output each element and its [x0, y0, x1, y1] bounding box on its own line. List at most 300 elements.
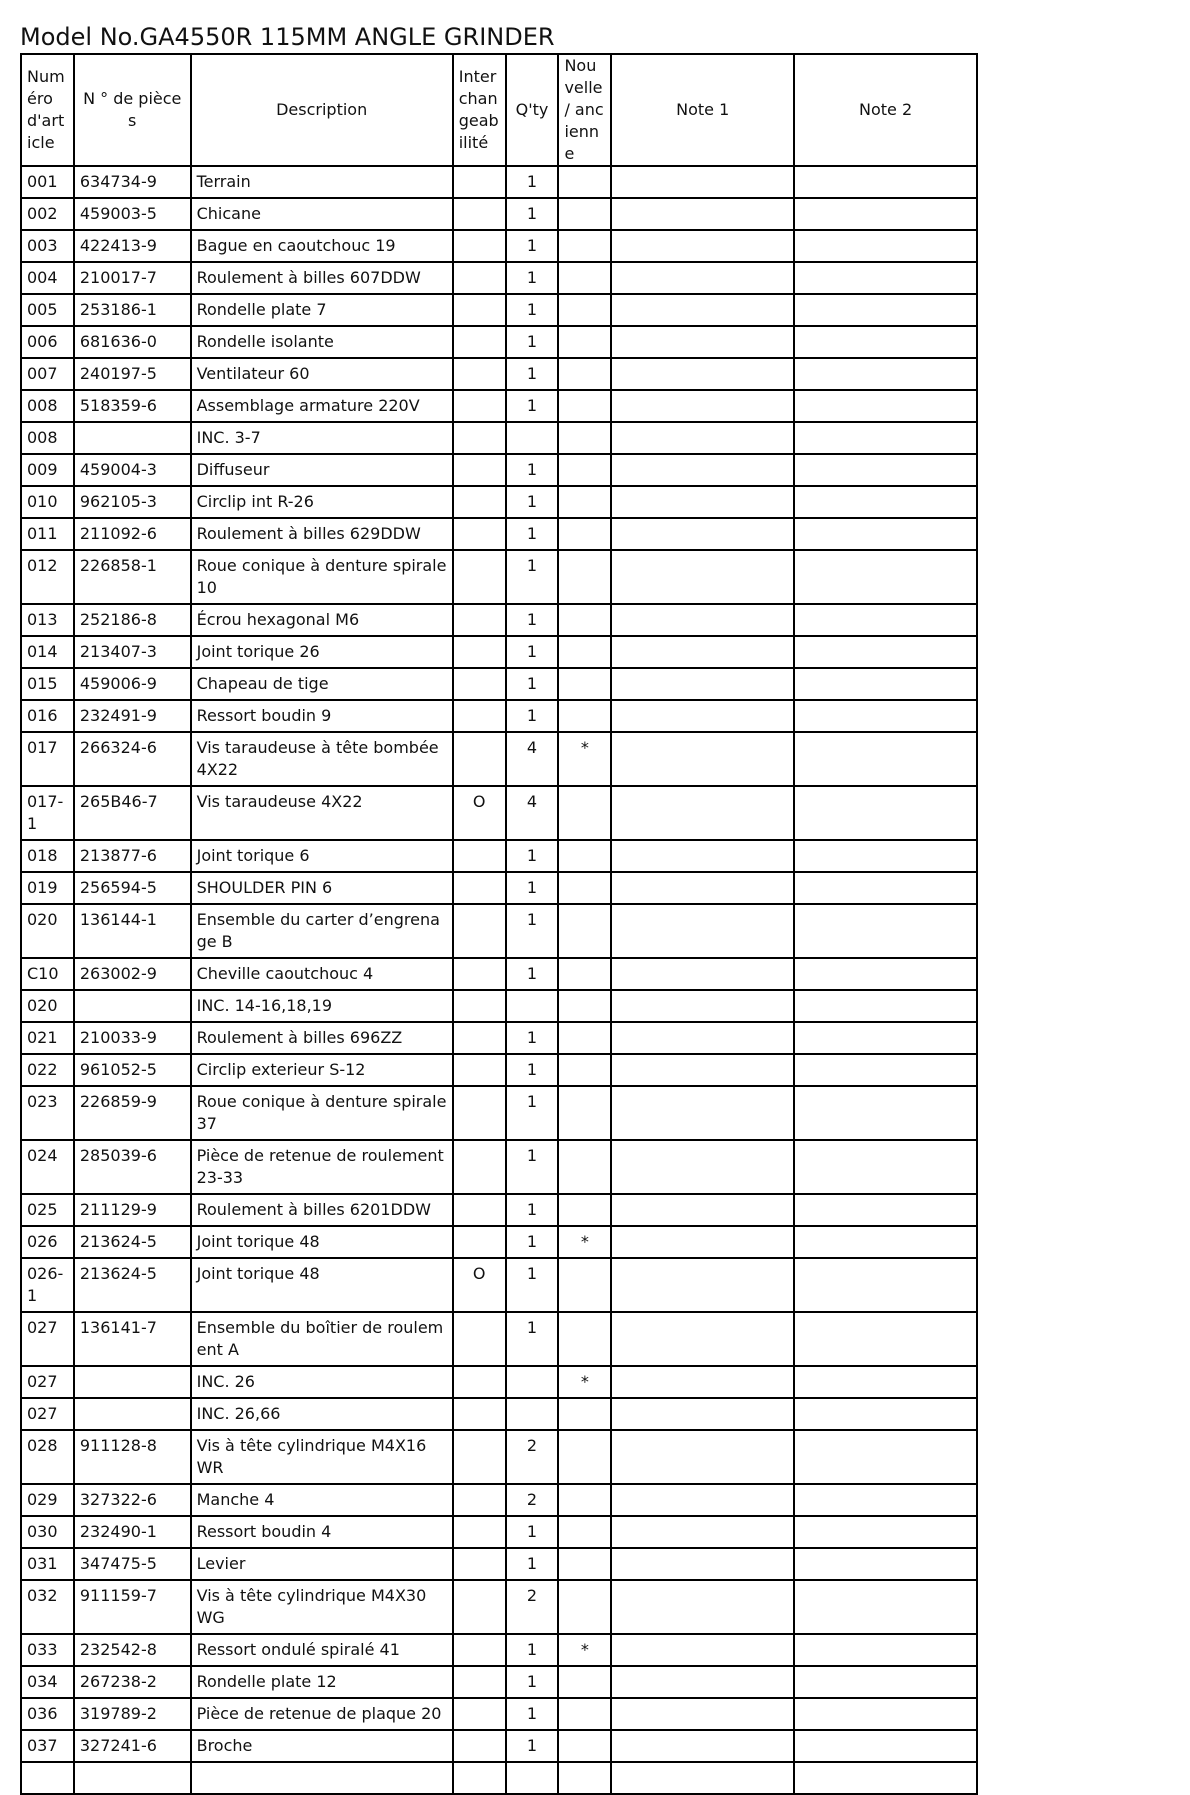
cell-note-2	[794, 1580, 977, 1634]
cell-part-number: 210017-7	[74, 262, 191, 294]
cell-interchangeability	[453, 518, 506, 550]
cell-note-1	[611, 872, 794, 904]
cell-quantity: 1	[506, 1634, 559, 1666]
cell-interchangeability	[453, 1580, 506, 1634]
cell-item-number: 015	[21, 668, 74, 700]
cell-quantity	[506, 990, 559, 1022]
cell-interchangeability	[453, 668, 506, 700]
cell-new-old	[558, 358, 611, 390]
table-row	[21, 1086, 977, 1140]
cell-note-1	[611, 454, 794, 486]
cell-new-old	[558, 1140, 611, 1194]
cell-quantity: 1	[506, 1312, 559, 1366]
cell-description: Chicane	[191, 198, 453, 230]
cell-new-old	[558, 990, 611, 1022]
cell-note-1	[611, 1366, 794, 1398]
cell-new-old	[558, 454, 611, 486]
cell-quantity	[506, 422, 559, 454]
cell-quantity: 1	[506, 1258, 559, 1312]
table-row	[21, 358, 977, 390]
cell-description: Ressort ondulé spiralé 41	[191, 1634, 453, 1666]
cell-description: Chapeau de tige	[191, 668, 453, 700]
cell-new-old: *	[558, 732, 611, 786]
cell-description: Circlip int R-26	[191, 486, 453, 518]
cell-description: INC. 26,66	[191, 1398, 453, 1430]
cell-note-1	[611, 518, 794, 550]
cell-quantity: 1	[506, 1140, 559, 1194]
cell-description: Bague en caoutchouc 19	[191, 230, 453, 262]
cell-interchangeability	[453, 1484, 506, 1516]
cell-quantity: 1	[506, 1086, 559, 1140]
cell-quantity: 4	[506, 732, 559, 786]
table-row	[21, 390, 977, 422]
table-header-row	[21, 54, 977, 166]
cell-interchangeability	[453, 1022, 506, 1054]
table-row	[21, 1430, 977, 1484]
cell-quantity: 1	[506, 668, 559, 700]
cell-note-2	[794, 1666, 977, 1698]
cell-note-2	[794, 990, 977, 1022]
cell-description: Assemblage armature 220V	[191, 390, 453, 422]
cell-quantity: 1	[506, 326, 559, 358]
cell-quantity: 1	[506, 230, 559, 262]
cell-item-number: 007	[21, 358, 74, 390]
cell-item-number: 026	[21, 1226, 74, 1258]
cell-new-old: *	[558, 1226, 611, 1258]
cell-new-old	[558, 518, 611, 550]
cell-item-number: 010	[21, 486, 74, 518]
cell-description: Vis à tête cylindrique M4X30 WG	[191, 1580, 453, 1634]
table-row	[21, 786, 977, 840]
table-row	[21, 262, 977, 294]
cell-note-2	[794, 422, 977, 454]
cell-note-2	[794, 1054, 977, 1086]
cell-part-number: 459006-9	[74, 668, 191, 700]
cell-item-number: 031	[21, 1548, 74, 1580]
cell-quantity: 1	[506, 294, 559, 326]
cell-note-2	[794, 454, 977, 486]
cell-description: Ressort boudin 9	[191, 700, 453, 732]
cell-quantity	[506, 1762, 559, 1794]
table-row	[21, 1312, 977, 1366]
cell-new-old	[558, 700, 611, 732]
cell-new-old	[558, 1312, 611, 1366]
cell-item-number: 027	[21, 1312, 74, 1366]
cell-item-number: 013	[21, 604, 74, 636]
cell-description: Joint torique 6	[191, 840, 453, 872]
parts-list	[20, 53, 978, 1755]
cell-note-1	[611, 700, 794, 732]
cell-description: Roulement à billes 629DDW	[191, 518, 453, 550]
cell-note-2	[794, 358, 977, 390]
cell-interchangeability	[453, 198, 506, 230]
cell-part-number: 459003-5	[74, 198, 191, 230]
cell-note-2	[794, 958, 977, 990]
cell-interchangeability	[453, 990, 506, 1022]
header-note-2: Note 2	[794, 54, 977, 166]
cell-quantity: 1	[506, 486, 559, 518]
cell-new-old	[558, 550, 611, 604]
cell-part-number: 285039-6	[74, 1140, 191, 1194]
cell-description: Pièce de retenue de plaque 20	[191, 1698, 453, 1730]
cell-part-number: 252186-8	[74, 604, 191, 636]
table-row	[21, 1054, 977, 1086]
cell-note-1	[611, 1086, 794, 1140]
cell-note-2	[794, 518, 977, 550]
cell-quantity: 1	[506, 1226, 559, 1258]
cell-item-number: 014	[21, 636, 74, 668]
cell-part-number: 256594-5	[74, 872, 191, 904]
cell-interchangeability	[453, 872, 506, 904]
cell-note-2	[794, 1312, 977, 1366]
cell-description: Roulement à billes 6201DDW	[191, 1194, 453, 1226]
cell-note-2	[794, 262, 977, 294]
cell-note-1	[611, 1312, 794, 1366]
table-row	[21, 518, 977, 550]
cell-quantity: 1	[506, 358, 559, 390]
header-note-1: Note 1	[611, 54, 794, 166]
cell-description: INC. 14-16,18,19	[191, 990, 453, 1022]
cell-part-number: 232542-8	[74, 1634, 191, 1666]
cell-note-1	[611, 262, 794, 294]
cell-new-old	[558, 166, 611, 198]
cell-part-number: 213407-3	[74, 636, 191, 668]
cell-part-number: 327241-6	[74, 1730, 191, 1762]
cell-part-number: 911159-7	[74, 1580, 191, 1634]
cell-new-old	[558, 1698, 611, 1730]
cell-item-number: 003	[21, 230, 74, 262]
cell-note-2	[794, 1548, 977, 1580]
cell-part-number: 266324-6	[74, 732, 191, 786]
cell-part-number: 210033-9	[74, 1022, 191, 1054]
cell-note-2	[794, 700, 977, 732]
cell-new-old	[558, 1086, 611, 1140]
cell-note-1	[611, 1666, 794, 1698]
cell-interchangeability	[453, 1516, 506, 1548]
cell-part-number	[74, 990, 191, 1022]
cell-part-number: 136141-7	[74, 1312, 191, 1366]
cell-interchangeability	[453, 358, 506, 390]
cell-quantity	[506, 1366, 559, 1398]
cell-new-old	[558, 636, 611, 668]
cell-interchangeability	[453, 604, 506, 636]
cell-interchangeability	[453, 326, 506, 358]
cell-new-old	[558, 422, 611, 454]
table-row	[21, 1258, 977, 1312]
cell-note-2	[794, 1022, 977, 1054]
cell-item-number: 001	[21, 166, 74, 198]
table-row	[21, 1698, 977, 1730]
table-row	[21, 604, 977, 636]
cell-item-number: 036	[21, 1698, 74, 1730]
cell-interchangeability	[453, 1086, 506, 1140]
cell-item-number: 018	[21, 840, 74, 872]
table-row	[21, 1398, 977, 1430]
cell-description: Ventilateur 60	[191, 358, 453, 390]
cell-note-1	[611, 1194, 794, 1226]
cell-description: INC. 26	[191, 1366, 453, 1398]
cell-interchangeability	[453, 294, 506, 326]
cell-part-number: 267238-2	[74, 1666, 191, 1698]
cell-part-number: 911128-8	[74, 1430, 191, 1484]
cell-new-old	[558, 486, 611, 518]
cell-note-2	[794, 326, 977, 358]
cell-note-2	[794, 604, 977, 636]
table-row	[21, 904, 977, 958]
cell-interchangeability	[453, 1548, 506, 1580]
cell-new-old	[558, 1580, 611, 1634]
cell-item-number: 025	[21, 1194, 74, 1226]
cell-item-number: 026-1	[21, 1258, 74, 1312]
cell-quantity: 1	[506, 1516, 559, 1548]
cell-note-1	[611, 390, 794, 422]
cell-note-1	[611, 1226, 794, 1258]
cell-interchangeability	[453, 1140, 506, 1194]
cell-item-number: C10	[21, 958, 74, 990]
cell-quantity: 1	[506, 550, 559, 604]
cell-interchangeability	[453, 1194, 506, 1226]
cell-interchangeability	[453, 422, 506, 454]
cell-part-number: 319789-2	[74, 1698, 191, 1730]
cell-quantity: 1	[506, 1054, 559, 1086]
cell-part-number: 232491-9	[74, 700, 191, 732]
header-new-old: Nouvelle / ancienne	[558, 54, 611, 166]
cell-note-1	[611, 636, 794, 668]
table-row	[21, 990, 977, 1022]
cell-interchangeability	[453, 904, 506, 958]
cell-part-number: 240197-5	[74, 358, 191, 390]
cell-description: Broche	[191, 1730, 453, 1762]
cell-quantity: 1	[506, 904, 559, 958]
cell-new-old	[558, 230, 611, 262]
cell-part-number: 213624-5	[74, 1258, 191, 1312]
cell-note-1	[611, 550, 794, 604]
cell-quantity: 1	[506, 262, 559, 294]
header-description: Description	[191, 54, 453, 166]
cell-part-number: 961052-5	[74, 1054, 191, 1086]
cell-interchangeability	[453, 1054, 506, 1086]
cell-new-old: *	[558, 1366, 611, 1398]
cell-description: Joint torique 26	[191, 636, 453, 668]
cell-description: Rondelle plate 12	[191, 1666, 453, 1698]
cell-interchangeability: O	[453, 1258, 506, 1312]
cell-interchangeability: O	[453, 786, 506, 840]
table-row	[21, 1634, 977, 1666]
cell-description: Ressort boudin 4	[191, 1516, 453, 1548]
cell-item-number: 028	[21, 1430, 74, 1484]
cell-description: Rondelle plate 7	[191, 294, 453, 326]
cell-note-2	[794, 1398, 977, 1430]
cell-note-1	[611, 358, 794, 390]
cell-note-2	[794, 1194, 977, 1226]
cell-part-number: 263002-9	[74, 958, 191, 990]
table-row	[21, 872, 977, 904]
cell-interchangeability	[453, 230, 506, 262]
cell-item-number	[21, 1762, 74, 1794]
cell-part-number: 422413-9	[74, 230, 191, 262]
cell-new-old	[558, 1398, 611, 1430]
cell-description: Joint torique 48	[191, 1226, 453, 1258]
cell-note-2	[794, 1730, 977, 1762]
cell-note-2	[794, 1226, 977, 1258]
cell-new-old	[558, 1548, 611, 1580]
cell-item-number: 032	[21, 1580, 74, 1634]
cell-new-old	[558, 1430, 611, 1484]
cell-part-number: 213877-6	[74, 840, 191, 872]
cell-description: Roue conique à denture spirale 10	[191, 550, 453, 604]
cell-description: INC. 3-7	[191, 422, 453, 454]
cell-part-number	[74, 422, 191, 454]
table-row	[21, 1730, 977, 1762]
cell-note-2	[794, 1258, 977, 1312]
cell-note-2	[794, 1698, 977, 1730]
cell-note-1	[611, 668, 794, 700]
cell-item-number: 017-1	[21, 786, 74, 840]
table-row	[21, 486, 977, 518]
cell-note-1	[611, 732, 794, 786]
cell-item-number: 016	[21, 700, 74, 732]
cell-note-2	[794, 198, 977, 230]
cell-interchangeability	[453, 700, 506, 732]
cell-note-2	[794, 1516, 977, 1548]
cell-interchangeability	[453, 958, 506, 990]
cell-description: Ensemble du carter d’engrenage B	[191, 904, 453, 958]
table-row	[21, 422, 977, 454]
cell-interchangeability	[453, 1398, 506, 1430]
cell-description: Pièce de retenue de roulement 23-33	[191, 1140, 453, 1194]
cell-quantity: 1	[506, 198, 559, 230]
cell-item-number: 005	[21, 294, 74, 326]
cell-interchangeability	[453, 1226, 506, 1258]
cell-quantity: 1	[506, 872, 559, 904]
cell-part-number: 211129-9	[74, 1194, 191, 1226]
table-row	[21, 668, 977, 700]
cell-note-2	[794, 904, 977, 958]
table-row	[21, 550, 977, 604]
cell-note-2	[794, 872, 977, 904]
table-row	[21, 958, 977, 990]
cell-description: Manche 4	[191, 1484, 453, 1516]
cell-note-2	[794, 1086, 977, 1140]
table-row	[21, 1366, 977, 1398]
cell-quantity: 1	[506, 1022, 559, 1054]
parts-table	[20, 53, 978, 1795]
cell-item-number: 033	[21, 1634, 74, 1666]
cell-item-number: 034	[21, 1666, 74, 1698]
cell-description: Roulement à billes 607DDW	[191, 262, 453, 294]
table-row	[21, 732, 977, 786]
table-row	[21, 1140, 977, 1194]
cell-note-1	[611, 1484, 794, 1516]
cell-item-number: 029	[21, 1484, 74, 1516]
cell-interchangeability	[453, 550, 506, 604]
cell-note-1	[611, 326, 794, 358]
cell-item-number: 022	[21, 1054, 74, 1086]
cell-note-1	[611, 198, 794, 230]
cell-quantity: 2	[506, 1430, 559, 1484]
cell-quantity: 1	[506, 166, 559, 198]
cell-interchangeability	[453, 1366, 506, 1398]
table-row	[21, 166, 977, 198]
cell-item-number: 012	[21, 550, 74, 604]
cell-note-1	[611, 1258, 794, 1312]
cell-item-number: 008	[21, 390, 74, 422]
cell-new-old	[558, 1194, 611, 1226]
cell-part-number: 213624-5	[74, 1226, 191, 1258]
cell-note-1	[611, 166, 794, 198]
cell-note-2	[794, 1634, 977, 1666]
cell-quantity: 1	[506, 604, 559, 636]
cell-note-2	[794, 1140, 977, 1194]
cell-new-old	[558, 1054, 611, 1086]
cell-interchangeability	[453, 1666, 506, 1698]
table-row	[21, 1194, 977, 1226]
cell-new-old	[558, 198, 611, 230]
cell-quantity: 1	[506, 1698, 559, 1730]
cell-description: Levier	[191, 1548, 453, 1580]
cell-description: Cheville caoutchouc 4	[191, 958, 453, 990]
cell-quantity: 1	[506, 518, 559, 550]
cell-quantity: 2	[506, 1484, 559, 1516]
cell-part-number: 232490-1	[74, 1516, 191, 1548]
cell-new-old	[558, 604, 611, 636]
cell-note-2	[794, 1366, 977, 1398]
table-row	[21, 1548, 977, 1580]
cell-note-2	[794, 486, 977, 518]
cell-quantity: 1	[506, 454, 559, 486]
cell-new-old	[558, 326, 611, 358]
cell-item-number: 019	[21, 872, 74, 904]
cell-note-1	[611, 1054, 794, 1086]
cell-note-2	[794, 166, 977, 198]
cell-note-2	[794, 1762, 977, 1794]
cell-note-1	[611, 1430, 794, 1484]
cell-item-number: 020	[21, 904, 74, 958]
table-row	[21, 198, 977, 230]
cell-part-number: 681636-0	[74, 326, 191, 358]
cell-quantity: 1	[506, 1730, 559, 1762]
cell-interchangeability	[453, 1730, 506, 1762]
cell-description: Diffuseur	[191, 454, 453, 486]
cell-description: Vis à tête cylindrique M4X16 WR	[191, 1430, 453, 1484]
cell-description: Écrou hexagonal M6	[191, 604, 453, 636]
cell-description: Joint torique 48	[191, 1258, 453, 1312]
cell-note-1	[611, 1698, 794, 1730]
table-row	[21, 1022, 977, 1054]
cell-item-number: 002	[21, 198, 74, 230]
table-row	[21, 840, 977, 872]
cell-part-number: 518359-6	[74, 390, 191, 422]
cell-note-1	[611, 486, 794, 518]
cell-description: Ensemble du boîtier de roulement A	[191, 1312, 453, 1366]
cell-new-old	[558, 1762, 611, 1794]
cell-new-old	[558, 1666, 611, 1698]
cell-note-1	[611, 294, 794, 326]
cell-note-1	[611, 604, 794, 636]
cell-note-1	[611, 958, 794, 990]
cell-new-old	[558, 294, 611, 326]
cell-part-number	[74, 1366, 191, 1398]
cell-interchangeability	[453, 1698, 506, 1730]
table-body	[21, 166, 977, 1794]
header-interchangeability: Interchangeabilité	[453, 54, 506, 166]
cell-new-old	[558, 262, 611, 294]
cell-note-1	[611, 1140, 794, 1194]
cell-quantity: 1	[506, 636, 559, 668]
cell-new-old	[558, 1730, 611, 1762]
cell-part-number: 226859-9	[74, 1086, 191, 1140]
cell-part-number: 265B46-7	[74, 786, 191, 840]
